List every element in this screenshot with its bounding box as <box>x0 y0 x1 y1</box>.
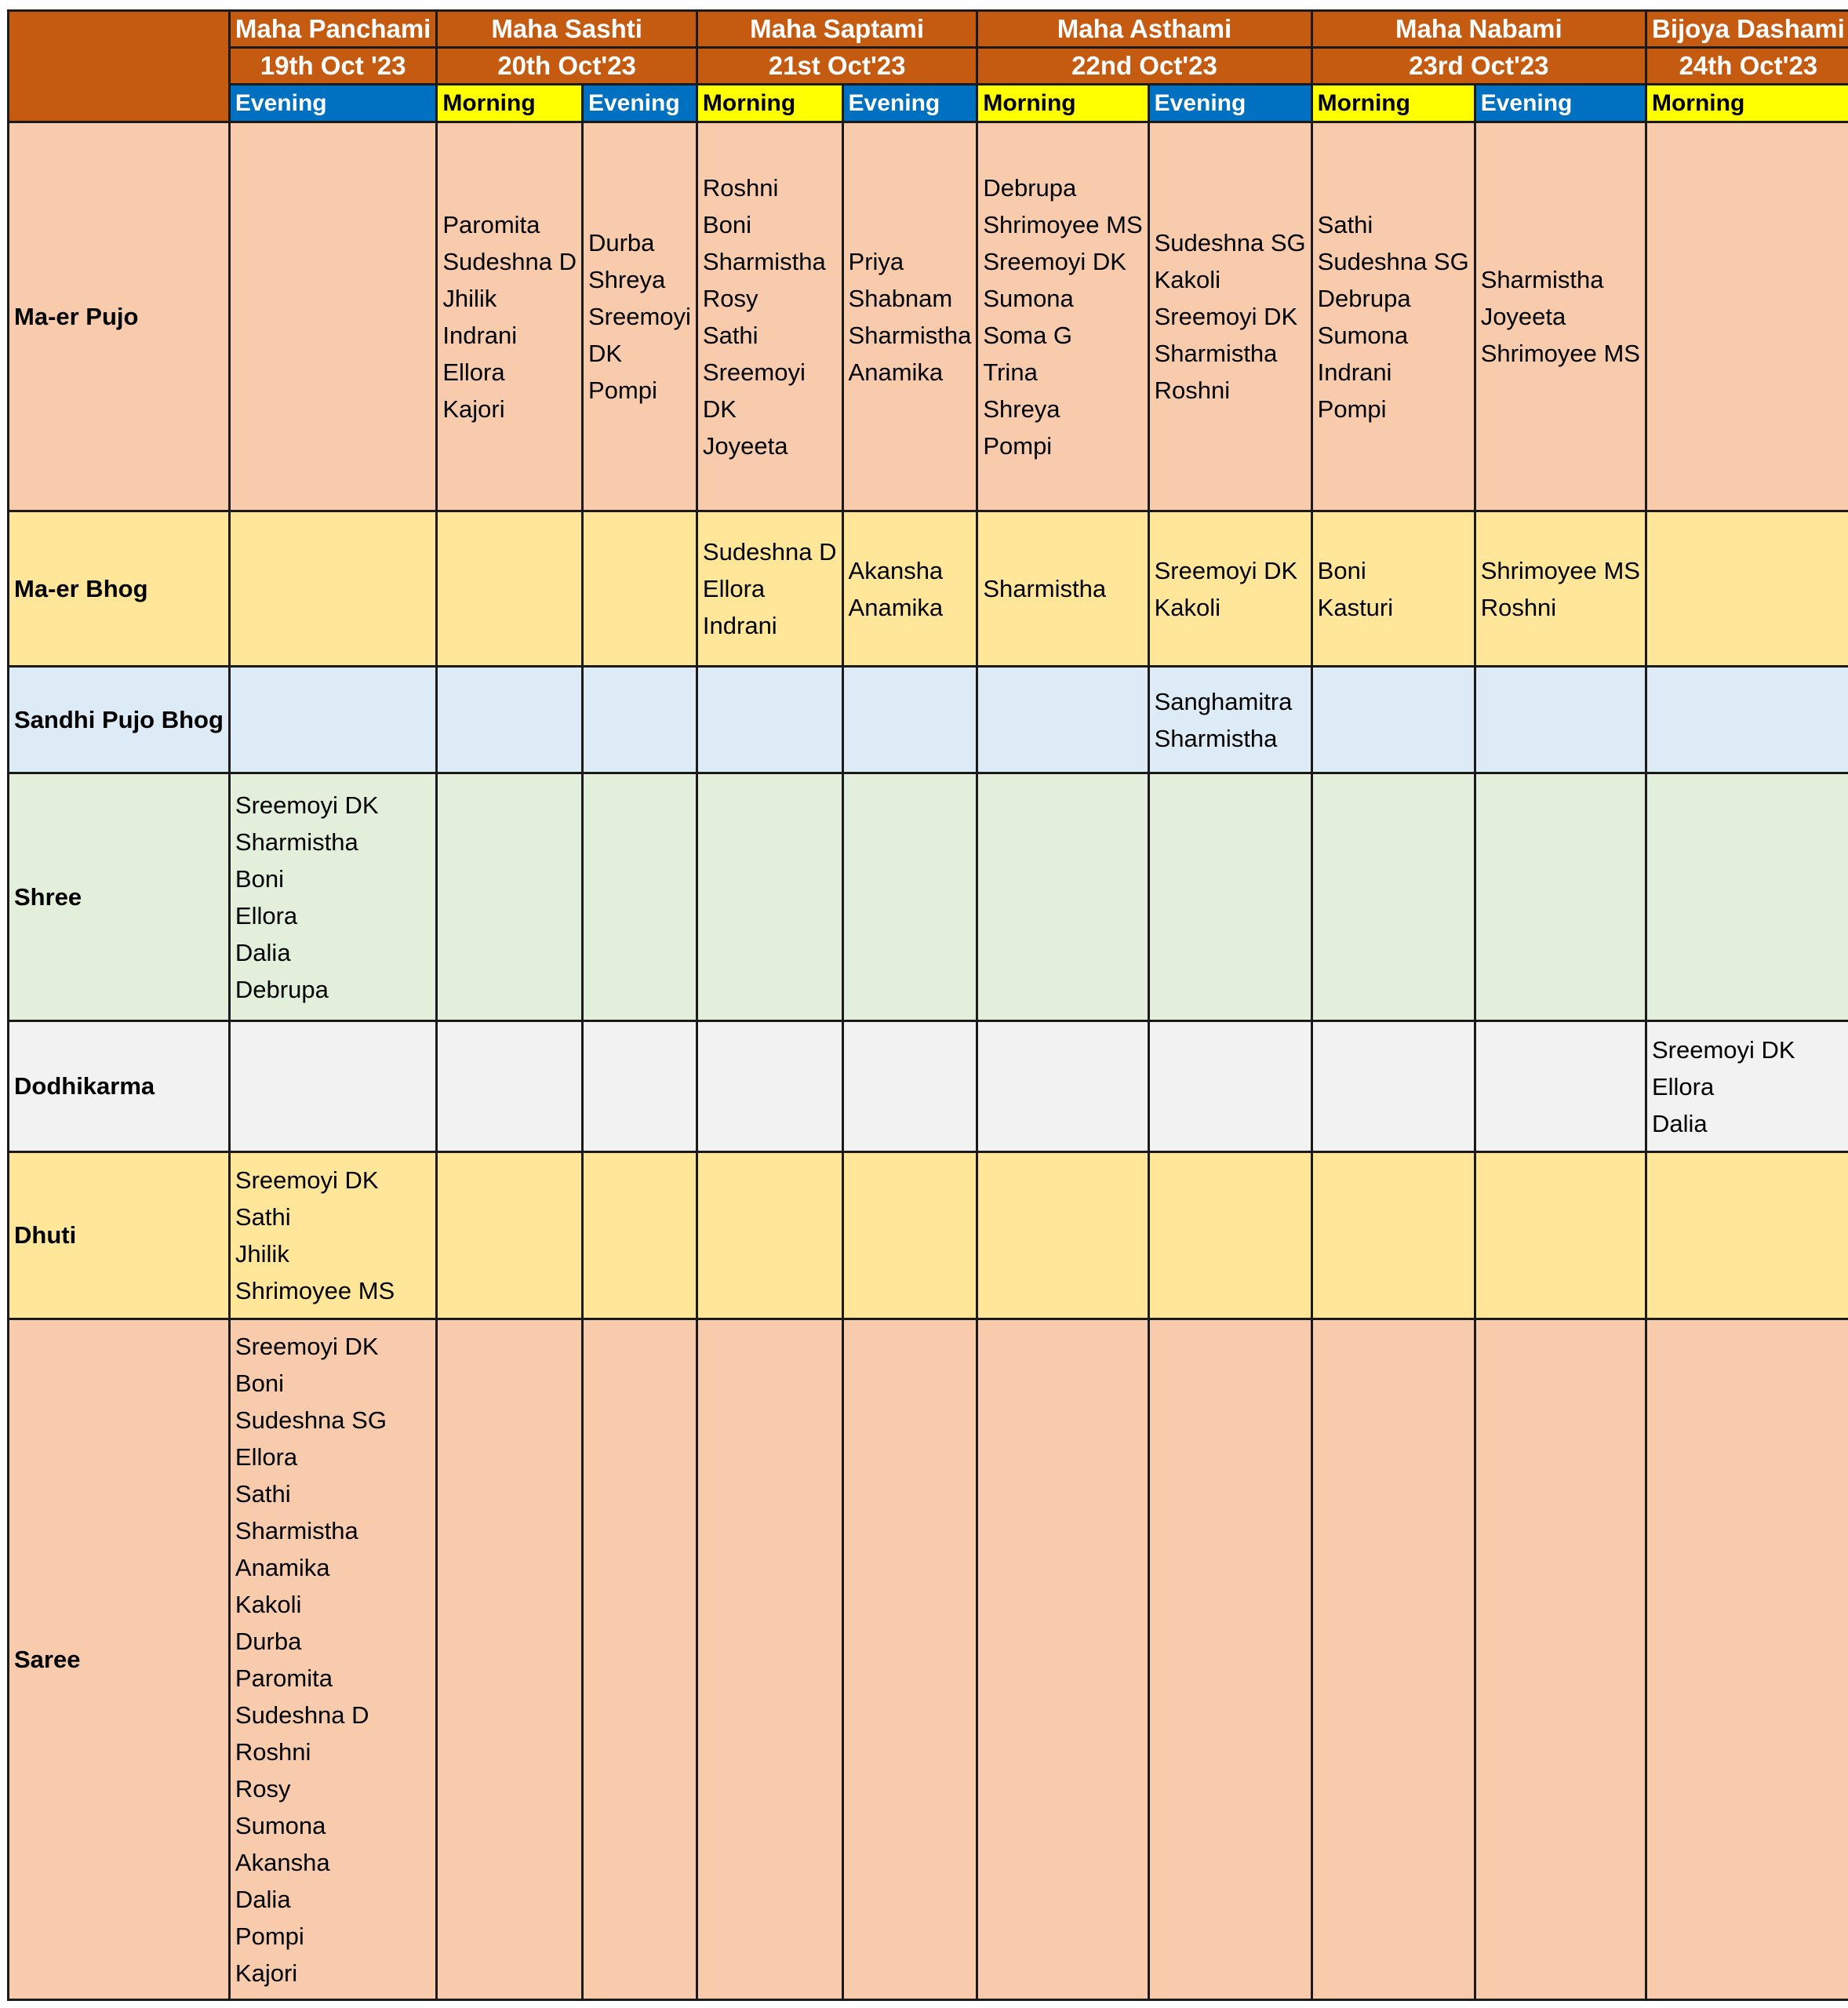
assignment-cell <box>1311 511 1475 667</box>
assignment-cell <box>1646 1152 1848 1319</box>
assignment-cell <box>229 1021 436 1152</box>
assignee-name: Akansha <box>848 556 944 584</box>
assignee-name: Debrupa <box>235 975 329 1003</box>
assignment-cell <box>842 511 977 667</box>
assignment-cell <box>437 122 583 511</box>
assignee-name: Roshni <box>1480 593 1557 621</box>
assignee-name: Sharmistha <box>983 575 1107 602</box>
assignee-name: Ellora <box>235 1442 298 1471</box>
assignment-cell <box>697 1021 842 1152</box>
assignee-name: Pompi <box>588 376 657 404</box>
assignment-cell <box>977 1021 1148 1152</box>
row-label: Ma-er Pujo <box>9 122 230 511</box>
assignee-name: Sumona <box>235 1811 326 1839</box>
corner-cell <box>9 11 230 122</box>
day-name-cell: Bijoya Dashami <box>1646 11 1848 48</box>
assignee-name: Shrimoyee MS <box>1480 340 1640 367</box>
assignee-name: Sharmistha <box>235 1516 358 1544</box>
assignment-cell <box>842 1152 977 1319</box>
assignee-name: DK <box>588 340 623 367</box>
evening-slot-cell: Evening <box>842 85 977 122</box>
table-row <box>9 511 1848 667</box>
table-row <box>9 773 1848 1021</box>
assignee-name: Jhilik <box>442 284 497 312</box>
assignment-cell <box>1475 1152 1646 1319</box>
assignment-cell <box>977 667 1148 773</box>
assignee-name: Sudeshna D <box>702 538 837 566</box>
assignment-cell <box>697 773 842 1021</box>
morning-slot-cell: Morning <box>1311 85 1475 122</box>
assignment-cell <box>437 667 583 773</box>
morning-slot-cell: Morning <box>977 85 1148 122</box>
assignment-cell <box>1311 667 1475 773</box>
assignment-cell <box>697 511 842 667</box>
assignee-name: Indrani <box>1317 358 1392 386</box>
date-cell: 19th Oct '23 <box>229 48 436 85</box>
row-label: Dodhikarma <box>9 1021 230 1152</box>
morning-slot-cell: Morning <box>697 85 842 122</box>
assignee-name: Rosy <box>702 284 758 312</box>
assignment-cell <box>1646 122 1848 511</box>
assignment-cell <box>1148 773 1311 1021</box>
assignee-name: Sudeshna SG <box>235 1406 387 1434</box>
assignment-cell <box>1646 773 1848 1021</box>
assignment-cell <box>842 667 977 773</box>
assignment-cell <box>229 1152 436 1319</box>
assignee-name: Boni <box>702 210 751 238</box>
morning-slot-cell: Morning <box>437 85 583 122</box>
table-row <box>9 667 1848 773</box>
day-name-row <box>9 11 1848 48</box>
assignee-name: Sanghamitra <box>1154 687 1293 715</box>
assignee-name: Sharmistha <box>235 828 358 856</box>
assignee-name: Joyeeta <box>1480 303 1566 330</box>
assignee-name: Shreya <box>588 266 666 293</box>
assignment-cell <box>229 511 436 667</box>
assignment-cell <box>1475 1021 1646 1152</box>
table-row <box>9 1021 1848 1152</box>
day-name-cell: Maha Panchami <box>229 11 436 48</box>
assignment-cell <box>842 1021 977 1152</box>
assignee-name: Kajori <box>235 1959 298 1987</box>
assignee-name: Sathi <box>235 1203 291 1231</box>
date-cell: 23rd Oct'23 <box>1311 48 1646 85</box>
assignee-name: Indrani <box>702 612 777 639</box>
assignee-name: Sumona <box>983 284 1074 312</box>
day-name-cell: Maha Sashti <box>437 11 697 48</box>
row-label: Dhuti <box>9 1152 230 1319</box>
assignee-name: Kakoli <box>1154 266 1221 293</box>
assignee-name: Dalia <box>235 1885 291 1913</box>
assignment-cell <box>229 773 436 1021</box>
assignee-name: Sreemoyi DK <box>235 1332 379 1360</box>
assignment-cell <box>977 1319 1148 2000</box>
assignment-cell <box>977 1152 1148 1319</box>
assignee-name: Priya <box>848 247 904 275</box>
assignment-cell <box>582 1319 697 2000</box>
assignee-name: Rosy <box>235 1774 291 1802</box>
assignee-name: Ellora <box>702 575 766 602</box>
assignee-name: Sudeshna D <box>442 247 577 275</box>
assignee-name: Sreemoyi DK <box>235 1166 379 1194</box>
assignment-cell <box>977 122 1148 511</box>
day-name-cell: Maha Nabami <box>1311 11 1646 48</box>
assignee-name: Shrimoyee MS <box>983 210 1143 238</box>
assignee-name: Indrani <box>442 321 518 349</box>
assignment-cell <box>1148 122 1311 511</box>
assignee-name: Ellora <box>442 358 505 386</box>
assignee-name: Sudeshna D <box>235 1701 369 1729</box>
assignee-name: Debrupa <box>983 173 1077 202</box>
assignment-cell <box>437 1021 583 1152</box>
date-row <box>9 48 1848 85</box>
assignment-cell <box>582 511 697 667</box>
assignee-name: Dalia <box>1651 1109 1708 1137</box>
assignment-cell <box>437 1319 583 2000</box>
assignee-name: Sreemoyi DK <box>1651 1035 1795 1064</box>
assignee-name: Sharmistha <box>1154 340 1278 367</box>
date-cell: 20th Oct'23 <box>437 48 697 85</box>
assignment-cell <box>697 667 842 773</box>
assignment-cell <box>842 122 977 511</box>
date-cell: 24th Oct'23 <box>1646 48 1848 85</box>
assignment-cell <box>1475 1319 1646 2000</box>
assignee-name: Sudeshna SG <box>1317 247 1469 275</box>
schedule-table <box>7 9 1848 2001</box>
assignee-name: Sreemoyi DK <box>983 247 1126 275</box>
assignee-name: Sathi <box>1317 210 1373 238</box>
assignment-cell <box>229 122 436 511</box>
assignee-name: Ellora <box>235 901 298 929</box>
assignment-cell <box>437 511 583 667</box>
assignee-name: Anamika <box>848 358 944 386</box>
assignee-name: Soma G <box>983 321 1073 349</box>
row-label: Ma-er Bhog <box>9 511 230 667</box>
assignee-name: Sreemoyi DK <box>1154 303 1298 330</box>
table-row <box>9 122 1848 511</box>
date-cell: 21st Oct'23 <box>697 48 977 85</box>
assignee-name: Anamika <box>848 593 944 621</box>
assignment-cell <box>697 122 842 511</box>
assignee-name: Sreemoyi <box>702 358 806 386</box>
row-label: Shree <box>9 773 230 1021</box>
assignee-name: Debrupa <box>1317 284 1411 312</box>
assignment-cell <box>582 667 697 773</box>
assignment-cell <box>1475 773 1646 1021</box>
assignee-name: Sharmistha <box>1154 724 1278 752</box>
day-name-cell: Maha Asthami <box>977 11 1311 48</box>
assignment-cell <box>1311 1319 1475 2000</box>
assignment-cell <box>582 122 697 511</box>
evening-slot-cell: Evening <box>1475 85 1646 122</box>
evening-slot-cell: Evening <box>582 85 697 122</box>
assignee-name: Jhilik <box>235 1240 289 1268</box>
assignment-cell <box>437 773 583 1021</box>
assignment-cell <box>1646 511 1848 667</box>
assignee-name: Kajori <box>442 395 505 423</box>
assignee-name: Sumona <box>1317 321 1409 349</box>
assignee-name: Shrimoyee MS <box>235 1277 395 1304</box>
assignee-name: DK <box>702 395 737 423</box>
assignment-cell <box>977 511 1148 667</box>
assignment-cell <box>1311 1152 1475 1319</box>
assignee-name: Paromita <box>235 1664 333 1692</box>
evening-slot-cell: Evening <box>1148 85 1311 122</box>
assignment-cell <box>582 773 697 1021</box>
assignee-name: Roshni <box>235 1737 311 1766</box>
assignment-cell <box>1475 122 1646 511</box>
assignee-name: Paromita <box>442 210 540 238</box>
assignee-name: Shrimoyee MS <box>1480 556 1640 584</box>
table-row <box>9 1152 1848 1319</box>
assignee-name: Kakoli <box>235 1590 302 1618</box>
assignee-name: Anamika <box>235 1553 330 1581</box>
assignment-cell <box>977 773 1148 1021</box>
assignment-cell <box>1646 1021 1848 1152</box>
assignee-name: Sharmistha <box>702 247 826 275</box>
assignee-name: Sreemoyi <box>588 303 691 330</box>
assignee-name: Sreemoyi DK <box>235 791 379 819</box>
assignee-name: Pompi <box>1317 395 1387 423</box>
assignee-name: Pompi <box>235 1922 304 1950</box>
assignment-cell <box>697 1152 842 1319</box>
assignee-name: Boni <box>235 864 284 893</box>
assignee-name: Sathi <box>702 321 758 349</box>
assignee-name: Sharmistha <box>848 321 972 349</box>
assignee-name: Joyeeta <box>702 431 788 460</box>
assignee-name: Boni <box>1317 556 1366 584</box>
assignee-name: Roshni <box>1154 376 1231 404</box>
assignment-cell <box>582 1152 697 1319</box>
assignment-cell <box>697 1319 842 2000</box>
assignment-cell <box>1475 667 1646 773</box>
date-cell: 22nd Oct'23 <box>977 48 1311 85</box>
assignee-name: Shabnam <box>848 284 953 312</box>
assignment-cell <box>582 1021 697 1152</box>
assignee-name: Kakoli <box>1154 593 1221 621</box>
assignee-name: Sreemoyi DK <box>1154 556 1298 584</box>
assignment-cell <box>842 773 977 1021</box>
assignee-name: Sudeshna SG <box>1154 229 1306 256</box>
assignee-name: Durba <box>235 1627 302 1655</box>
assignee-name: Sharmistha <box>1480 266 1604 293</box>
assignment-cell <box>1148 1319 1311 2000</box>
assignee-name: Akansha <box>235 1848 330 1876</box>
assignment-cell <box>1148 1152 1311 1319</box>
assignee-name: Durba <box>588 229 655 256</box>
assignment-cell <box>842 1319 977 2000</box>
row-label: Saree <box>9 1319 230 2000</box>
assignment-cell <box>1148 1021 1311 1152</box>
table-body <box>9 122 1848 2000</box>
day-name-cell: Maha Saptami <box>697 11 977 48</box>
table-header <box>9 11 1848 122</box>
time-slot-row <box>9 85 1848 122</box>
assignee-name: Pompi <box>983 431 1053 460</box>
assignee-name: Roshni <box>702 173 779 202</box>
assignee-name: Kasturi <box>1317 593 1394 621</box>
assignment-cell <box>1148 667 1311 773</box>
assignee-name: Shreya <box>983 395 1060 423</box>
assignee-name: Sathi <box>235 1479 291 1508</box>
assignee-name: Dalia <box>235 938 291 966</box>
assignee-name: Boni <box>235 1369 284 1397</box>
table-row <box>9 1319 1848 2000</box>
assignment-cell <box>437 1152 583 1319</box>
assignment-cell <box>1311 1021 1475 1152</box>
assignment-cell <box>1148 511 1311 667</box>
morning-slot-cell: Morning <box>1646 85 1848 122</box>
row-label: Sandhi Pujo Bhog <box>9 667 230 773</box>
assignment-cell <box>1311 122 1475 511</box>
assignment-cell <box>1646 1319 1848 2000</box>
assignment-cell <box>1475 511 1646 667</box>
assignee-name: Trina <box>983 358 1038 386</box>
assignment-cell <box>229 1319 436 2000</box>
assignment-cell <box>1311 773 1475 1021</box>
evening-slot-cell: Evening <box>229 85 436 122</box>
assignment-cell <box>229 667 436 773</box>
assignee-name: Ellora <box>1651 1072 1715 1100</box>
assignment-cell <box>1646 667 1848 773</box>
